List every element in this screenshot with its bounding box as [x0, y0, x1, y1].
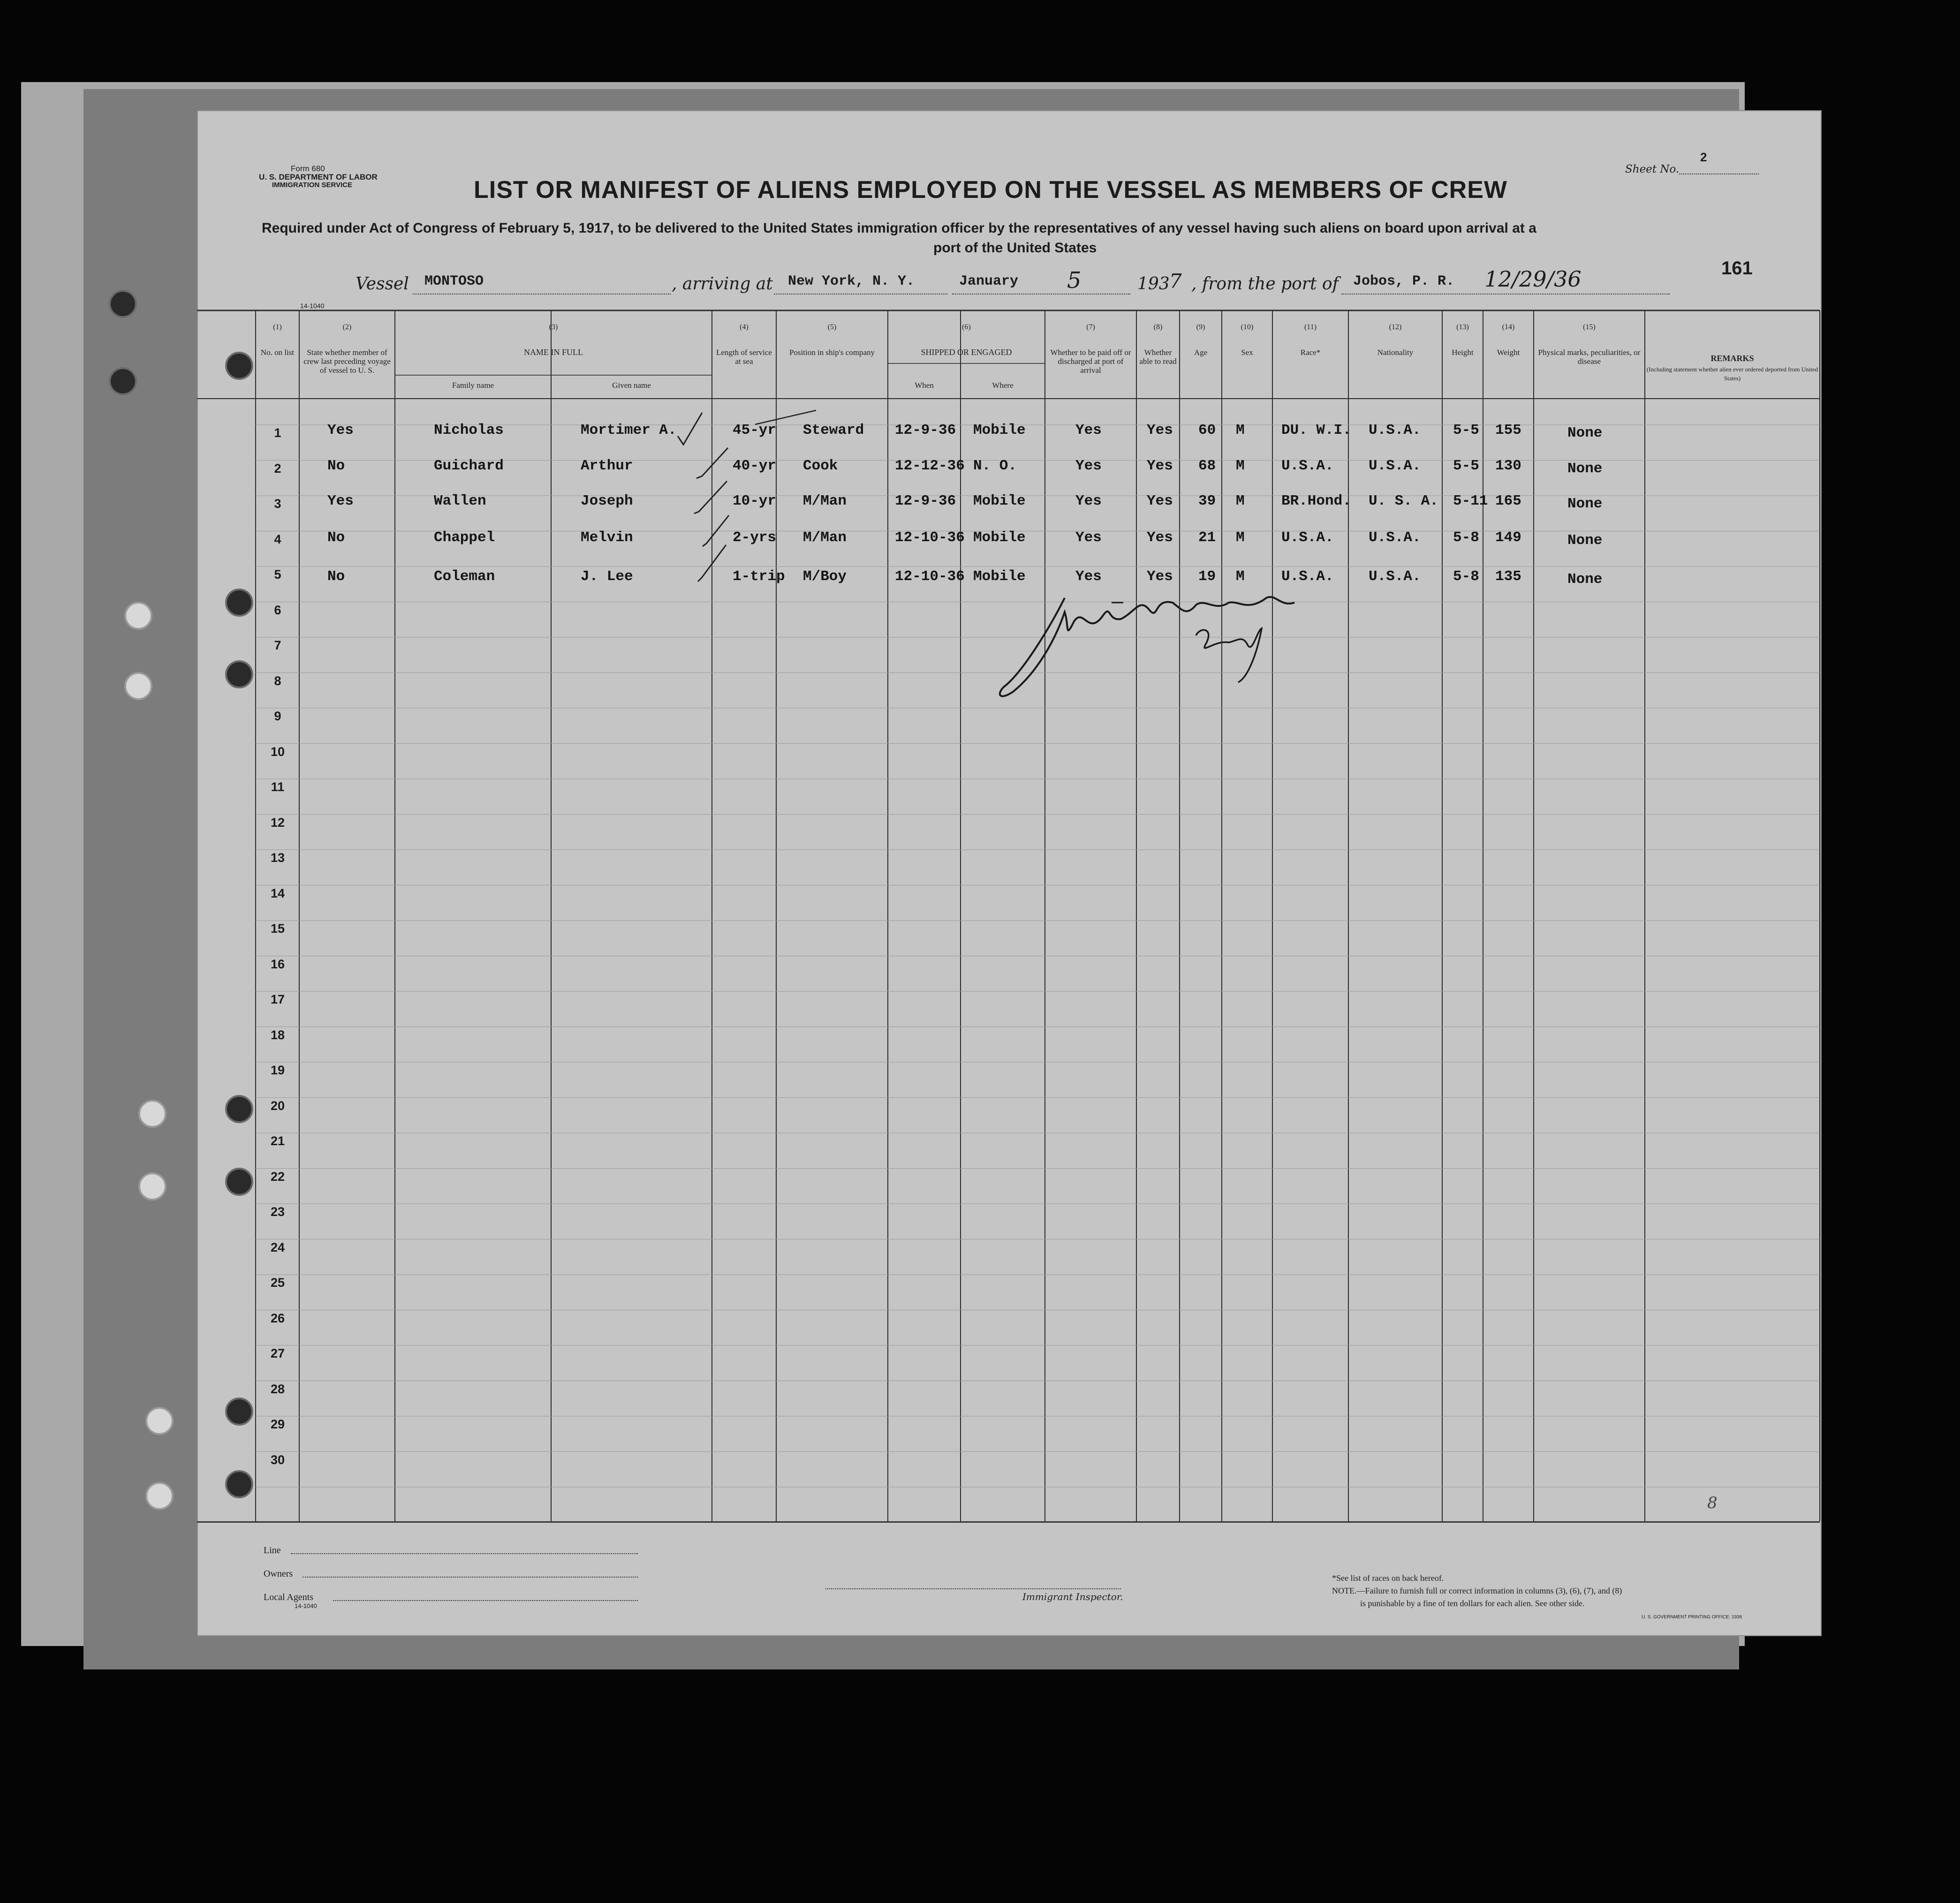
- cell-family: Guichard: [434, 457, 504, 474]
- cell-position: M/Boy: [803, 568, 847, 585]
- agents-underline: [333, 1600, 638, 1601]
- column-header: No. on list: [260, 348, 295, 357]
- row-number: 24: [270, 1240, 285, 1254]
- row-number: 7: [274, 638, 281, 652]
- row-number: 9: [274, 709, 281, 723]
- column-number: (5): [827, 323, 837, 331]
- column-number: (13): [1456, 323, 1469, 331]
- cell-read: Yes: [1147, 529, 1173, 546]
- cell-prev-voyage: Yes: [327, 493, 354, 509]
- vessel-name: MONTOSO: [424, 273, 484, 289]
- year-prefix: 193: [1137, 274, 1170, 294]
- check-mark: [694, 481, 727, 514]
- row-number: 13: [270, 851, 285, 865]
- penalty-note-2: is punishable by a fine of ten dollars for each alien. See other side.: [1360, 1599, 1585, 1608]
- row-number: 22: [270, 1169, 285, 1184]
- row-number: 15: [270, 921, 285, 936]
- column-number: (4): [740, 323, 749, 331]
- column-header: Position in ship's company: [789, 348, 875, 357]
- column-header: Whether to be paid off or discharged at port of arrival: [1050, 348, 1131, 375]
- check-mark: [696, 448, 728, 478]
- cell-marks: None: [1567, 532, 1603, 549]
- from-port-label: , from the port of: [1191, 274, 1339, 294]
- cell-family: Coleman: [434, 568, 495, 585]
- column-number: (14): [1502, 323, 1515, 331]
- cell-weight: 165: [1495, 493, 1521, 509]
- cell-sex: M: [1236, 493, 1245, 509]
- column-subheader: When: [915, 381, 934, 390]
- agents-label: Local Agents: [264, 1592, 314, 1602]
- row-number: 16: [270, 957, 285, 971]
- cell-paid-off: Yes: [1075, 568, 1102, 585]
- arrival-day: 5: [1067, 267, 1082, 294]
- cell-age: 68: [1198, 457, 1216, 474]
- arrival-port: New York, N. Y.: [788, 273, 915, 289]
- cell-paid-off: Yes: [1075, 529, 1102, 546]
- column-number: (6): [962, 323, 971, 331]
- cell-nationality: U.S.A.: [1369, 529, 1421, 546]
- cell-sex: M: [1236, 422, 1245, 438]
- column-header: Whether able to read: [1139, 348, 1177, 366]
- cell-service: 2-yrs: [733, 529, 777, 546]
- column-header: Age: [1194, 348, 1208, 357]
- penalty-note-1: NOTE.—Failure to furnish full or correct information in columns (3), (6), (7), and (8): [1332, 1586, 1622, 1595]
- cell-position: Steward: [803, 422, 864, 438]
- cell-sex: M: [1236, 568, 1245, 585]
- column-group-header: NAME IN FULL: [524, 347, 583, 357]
- check-mark: [703, 515, 729, 546]
- cell-nationality: U. S. A.: [1369, 493, 1438, 509]
- row-number: 4: [274, 532, 281, 546]
- owners-underline: [303, 1577, 638, 1578]
- cell-where: N. O.: [973, 457, 1017, 474]
- row-number: 26: [270, 1311, 285, 1325]
- cell-where: Mobile: [973, 422, 1026, 438]
- cell-position: M/Man: [803, 529, 847, 546]
- corner-mark: 8: [1707, 1494, 1718, 1512]
- subtitle-line-1: Required under Act of Congress of February 5, 1917, to be delivered to the United States immigration officer by the representatives of any vessel having such aliens on board upon arrival at a: [262, 220, 1536, 236]
- cell-service: 45-yr: [733, 422, 777, 438]
- cell-given: J. Lee: [581, 568, 633, 585]
- row-number: 17: [270, 992, 285, 1006]
- owners-label: Owners: [264, 1569, 293, 1579]
- service-name: IMMIGRATION SERVICE: [272, 181, 353, 189]
- cell-age: 39: [1198, 493, 1216, 509]
- row-number: 27: [270, 1346, 285, 1360]
- row-number: 14: [270, 886, 285, 900]
- row-number: 20: [270, 1098, 285, 1113]
- row-number: 6: [274, 603, 281, 617]
- cell-prev-voyage: No: [327, 529, 345, 546]
- check-mark: [755, 410, 816, 424]
- cell-sex: M: [1236, 529, 1245, 546]
- department-name: U. S. DEPARTMENT OF LABOR: [259, 173, 378, 181]
- cell-when: 12-10-36: [895, 529, 965, 546]
- cell-marks: None: [1567, 425, 1603, 441]
- column-header: Physical marks, peculiarities, or disease: [1538, 348, 1641, 366]
- column-number: (9): [1196, 323, 1205, 331]
- cell-height: 5-8: [1453, 529, 1479, 546]
- check-mark: [678, 413, 702, 445]
- footer-rule: [197, 1521, 1820, 1523]
- column-number: (7): [1086, 323, 1095, 331]
- line-label: Line: [264, 1545, 281, 1556]
- cell-prev-voyage: Yes: [327, 422, 354, 438]
- cell-race: U.S.A.: [1281, 568, 1334, 585]
- cell-marks: None: [1567, 460, 1603, 477]
- sheet-label: Sheet No.: [1625, 163, 1680, 175]
- inspector-underline: [825, 1588, 1121, 1589]
- row-number: 23: [270, 1205, 285, 1219]
- departure-port: Jobos, P. R.: [1353, 273, 1455, 289]
- cell-read: Yes: [1147, 457, 1173, 474]
- row-number: 10: [270, 744, 285, 759]
- cell-marks: None: [1567, 571, 1603, 588]
- cell-weight: 130: [1495, 457, 1521, 474]
- cell-read: Yes: [1147, 422, 1173, 438]
- cell-weight: 135: [1495, 568, 1521, 585]
- subtitle-line-2: port of the United States: [933, 240, 1097, 256]
- column-subheader: Family name: [452, 381, 494, 390]
- row-number: 21: [270, 1134, 285, 1148]
- cell-when: 12-9-36: [895, 493, 956, 509]
- cell-race: U.S.A.: [1281, 457, 1334, 474]
- cell-marks: None: [1567, 496, 1603, 512]
- cell-height: 5-5: [1453, 457, 1479, 474]
- column-header: Weight: [1497, 348, 1520, 357]
- column-group-header: SHIPPED OR ENGAGED: [921, 347, 1012, 357]
- cell-service: 10-yr: [733, 493, 777, 509]
- cell-family: Wallen: [434, 493, 486, 509]
- column-number: (10): [1241, 323, 1254, 331]
- row-number: 25: [270, 1276, 285, 1290]
- cell-when: 12-10-36: [895, 568, 965, 585]
- form-code: 14-1040: [300, 302, 325, 310]
- vessel-label: Vessel: [356, 274, 409, 294]
- page-title: LIST OR MANIFEST OF ALIENS EMPLOYED ON THE VESSEL AS MEMBERS OF CREW: [474, 176, 1507, 204]
- cell-height: 5-8: [1453, 568, 1479, 585]
- column-number: (3): [549, 323, 558, 331]
- row-number: 19: [270, 1063, 285, 1077]
- column-header: Height: [1452, 348, 1474, 357]
- cell-given: Melvin: [581, 529, 633, 546]
- cell-paid-off: Yes: [1075, 493, 1102, 509]
- arrival-month: January: [959, 273, 1019, 289]
- remarks-subheader: (Including statement whether alien ever ordered deported from United States): [1646, 366, 1818, 382]
- column-header: Race*: [1300, 348, 1321, 357]
- cell-where: Mobile: [973, 529, 1026, 546]
- stamp-number: 161: [1721, 258, 1753, 279]
- cell-age: 19: [1198, 568, 1216, 585]
- form-number: Form 680: [291, 164, 325, 173]
- cell-read: Yes: [1147, 493, 1173, 509]
- row-number: 1: [274, 426, 281, 440]
- column-number: (2): [342, 323, 352, 331]
- cell-prev-voyage: No: [327, 568, 345, 585]
- inspector-label: Immigrant Inspector.: [1022, 1591, 1123, 1602]
- arriving-label: , arriving at: [672, 274, 773, 294]
- row-number: 12: [270, 815, 285, 830]
- races-note: *See list of races on back hereof.: [1332, 1573, 1444, 1583]
- cell-race: BR.Hond.: [1281, 493, 1351, 509]
- cell-given: Arthur: [581, 457, 633, 474]
- cell-given: Mortimer A.: [581, 422, 677, 438]
- cell-where: Mobile: [973, 493, 1026, 509]
- line-underline: [291, 1553, 638, 1554]
- cell-family: Nicholas: [434, 422, 504, 438]
- column-number: (1): [273, 323, 282, 331]
- cell-when: 12-12-36: [895, 457, 965, 474]
- cell-nationality: U.S.A.: [1369, 568, 1421, 585]
- cell-when: 12-9-36: [895, 422, 956, 438]
- row-number: 29: [270, 1417, 285, 1431]
- row-number: 11: [271, 780, 285, 794]
- row-number: 3: [274, 497, 281, 511]
- cell-sex: M: [1236, 457, 1245, 474]
- cell-weight: 149: [1495, 529, 1521, 546]
- cell-prev-voyage: No: [327, 457, 345, 474]
- cell-age: 21: [1198, 529, 1216, 546]
- cell-position: Cook: [803, 457, 838, 474]
- row-number: 2: [274, 461, 281, 476]
- cell-read: Yes: [1147, 568, 1173, 585]
- column-header: Length of service at sea: [716, 348, 772, 366]
- column-header: Nationality: [1377, 348, 1414, 357]
- column-header: State whether member of crew last preceding voyage of vessel to U. S.: [303, 348, 391, 375]
- inspector-signature: [994, 584, 1360, 706]
- cell-position: M/Man: [803, 493, 847, 509]
- cell-race: U.S.A.: [1281, 529, 1334, 546]
- cell-race: DU. W.I.: [1281, 422, 1351, 438]
- cell-age: 60: [1198, 422, 1216, 438]
- cell-where: Mobile: [973, 568, 1026, 585]
- column-subheader: Where: [992, 381, 1014, 390]
- column-number: (15): [1583, 323, 1596, 331]
- departure-date: 12/29/36: [1484, 266, 1582, 292]
- cell-nationality: U.S.A.: [1369, 422, 1421, 438]
- agents-code: 14-1040: [295, 1602, 317, 1609]
- cell-paid-off: Yes: [1075, 422, 1102, 438]
- column-number: (12): [1389, 323, 1402, 331]
- column-header: Sex: [1241, 348, 1253, 357]
- cell-height: 5-5: [1453, 422, 1479, 438]
- cell-given: Joseph: [581, 493, 633, 509]
- cell-nationality: U.S.A.: [1369, 457, 1421, 474]
- cell-service: 1-trip: [733, 568, 785, 585]
- remarks-header: REMARKS: [1710, 354, 1754, 363]
- sheet-number: 2: [1700, 150, 1707, 164]
- printer-credit: U. S. GOVERNMENT PRINTING OFFICE: 1936: [1642, 1615, 1742, 1620]
- year-digit: 7: [1169, 270, 1182, 293]
- cell-family: Chappel: [434, 529, 495, 546]
- cell-paid-off: Yes: [1075, 457, 1102, 474]
- cell-height: 5-11: [1453, 493, 1488, 509]
- cell-weight: 155: [1495, 422, 1521, 438]
- cell-service: 40-yr: [733, 457, 777, 474]
- column-number: (11): [1304, 323, 1317, 331]
- column-subheader: Given name: [612, 381, 651, 390]
- check-mark: [698, 545, 726, 581]
- row-number: 18: [270, 1027, 285, 1042]
- column-number: (8): [1153, 323, 1163, 331]
- row-number: 28: [270, 1382, 285, 1396]
- row-number: 8: [274, 673, 281, 688]
- row-number: 30: [270, 1452, 285, 1467]
- row-number: 5: [274, 567, 281, 581]
